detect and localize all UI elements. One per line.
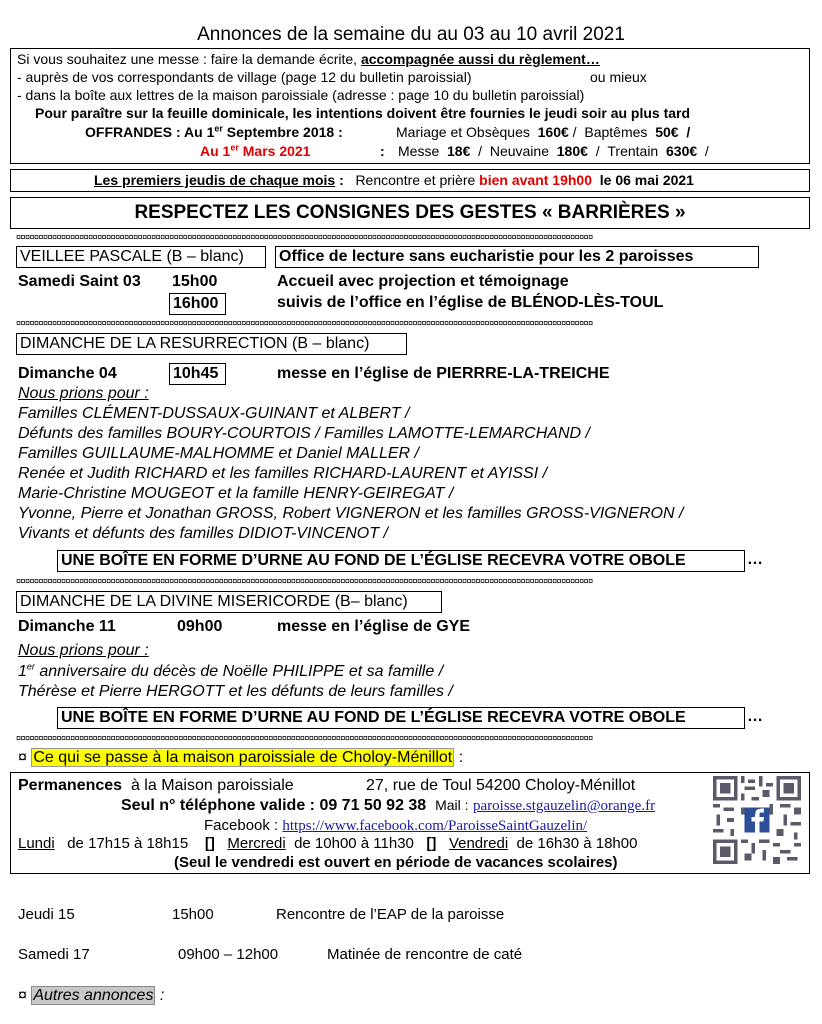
intention: Yvonne, Pierre et Jonathan GROSS, Robert VIGNERON et les familles GROSS-VIGNERON / — [18, 505, 684, 522]
jeudis-line: Les premiers jeudis de chaque mois : Rencontre et prière bien avant 19h00 le 06 mai 2021 — [94, 172, 694, 188]
veillee-desc1: Accueil avec projection et témoignage — [277, 273, 569, 290]
qr-code-icon[interactable] — [713, 776, 801, 864]
permanences-title: Permanences à la Maison paroissiale — [18, 777, 294, 794]
veillee-time1: 15h00 — [172, 273, 218, 290]
mail-link[interactable]: paroisse.stgauzelin@orange.fr — [473, 798, 656, 814]
offrandes-line-1: OFFRANDES : Au 1er Septembre 2018 : — [85, 123, 343, 140]
autres-label: Autres annonces — [33, 987, 154, 1004]
offrandes-mariage: Mariage et Obsèques 160€ / Baptêmes 50€ / — [396, 124, 691, 140]
event-day: Samedi 17 — [18, 946, 90, 963]
intention: Familles CLÉMENT-DUSSAUX-GUINANT et ALBERT / — [18, 405, 410, 422]
intention: 1er anniversaire du décès de Noëlle PHILIPPE et sa famille / — [18, 661, 444, 680]
page-title: Annonces de la semaine du au 03 au 10 avril 2021 — [197, 24, 625, 45]
veillee-desc2: suivis de l’office en l’église de BLÉNOD-LÈS-TOUL — [277, 294, 664, 311]
consignes-text: RESPECTEZ LES CONSIGNES DES GESTES « BARRIÈRES » — [134, 202, 686, 223]
dimanche04-prions: Nous prions pour : — [18, 385, 149, 402]
separator: ¤¤¤¤¤¤¤¤¤¤¤¤¤¤¤¤¤¤¤¤¤¤¤¤¤¤¤¤¤¤¤¤¤¤¤¤¤¤¤¤¤¤¤¤¤¤¤¤¤¤¤¤¤¤¤¤¤¤¤¤¤¤¤¤¤¤¤¤¤¤¤¤¤¤¤¤¤¤¤¤¤¤¤¤¤¤¤¤¤¤¤¤¤¤¤¤¤¤¤¤¤¤¤¤¤¤¤¤¤¤¤¤¤¤¤¤¤¤¤¤¤¤¤¤¤¤¤¤ — [16, 319, 593, 327]
info-line-2a: - auprès de vos correspondants de village (page 12 du bulletin paroissial) — [17, 69, 472, 85]
separator: ¤¤¤¤¤¤¤¤¤¤¤¤¤¤¤¤¤¤¤¤¤¤¤¤¤¤¤¤¤¤¤¤¤¤¤¤¤¤¤¤¤¤¤¤¤¤¤¤¤¤¤¤¤¤¤¤¤¤¤¤¤¤¤¤¤¤¤¤¤¤¤¤¤¤¤¤¤¤¤¤¤¤¤¤¤¤¤¤¤¤¤¤¤¤¤¤¤¤¤¤¤¤¤¤¤¤¤¤¤¤¤¤¤¤¤¤¤¤¤¤¤¤¤¤¤¤¤¤ — [16, 577, 593, 585]
event-desc: Matinée de rencontre de caté — [327, 946, 523, 963]
dimanche11-day: Dimanche 11 — [18, 618, 116, 635]
bullet: ¤ — [18, 987, 27, 1004]
offrandes-colon: : — [380, 143, 385, 159]
offrandes-line-2: Au 1er Mars 2021 — [200, 142, 311, 159]
urne-dots: … — [747, 708, 763, 725]
permanences-note: (Seul le vendredi est ouvert en période de vacances scolaires) — [174, 854, 618, 871]
event-time: 15h00 — [172, 906, 214, 923]
offrandes-prices: Messe 18€ / Neuvaine 180€ / Trentain 630€ / — [398, 143, 709, 159]
intention: Thérèse et Pierre HERGOTT et les défunts de leurs familles / — [18, 683, 453, 700]
info-line-3: - dans la boîte aux lettres de la maison paroissiale (adresse : page 10 du bulletin paroissial) — [17, 87, 585, 103]
autres-heading: ¤ Autres annonces : — [18, 987, 165, 1004]
veillee-day: Samedi Saint 03 — [18, 273, 141, 290]
event-day: Jeudi 15 — [18, 906, 75, 923]
dimanche11-desc: messe en l’église de GYE — [277, 618, 470, 635]
dimanche11-label: DIMANCHE DE LA DIVINE MISERICORDE (B– blanc) — [16, 591, 442, 613]
facebook-link[interactable]: https://www.facebook.com/ParoisseSaintGauzelin/ — [282, 818, 588, 834]
intention: Renée et Judith RICHARD et les familles RICHARD-LAURENT et AYISSI / — [18, 465, 548, 482]
info-line-1: Si vous souhaitez une messe : faire la demande écrite, accompagnée aussi du règlement… — [17, 51, 600, 67]
intention: Vivants et défunts des familles DIDIOT-VINCENOT / — [18, 525, 388, 542]
dimanche11-time: 09h00 — [177, 618, 223, 635]
maison-label: Ce qui se passe à la maison paroissiale de Choloy-Ménillot — [33, 749, 453, 766]
dimanche04-day: Dimanche 04 — [18, 365, 117, 382]
separator: ¤¤¤¤¤¤¤¤¤¤¤¤¤¤¤¤¤¤¤¤¤¤¤¤¤¤¤¤¤¤¤¤¤¤¤¤¤¤¤¤¤¤¤¤¤¤¤¤¤¤¤¤¤¤¤¤¤¤¤¤¤¤¤¤¤¤¤¤¤¤¤¤¤¤¤¤¤¤¤¤¤¤¤¤¤¤¤¤¤¤¤¤¤¤¤¤¤¤¤¤¤¤¤¤¤¤¤¤¤¤¤¤¤¤¤¤¤¤¤¤¤¤¤¤¤¤¤¤ — [16, 233, 593, 241]
bullet: ¤ — [18, 749, 27, 766]
urne-dots: … — [747, 551, 763, 568]
hours-line: Lundi de 17h15 à 18h15 [] Mercredi de 10h00 à 11h30 [] Vendredi de 16h30 à 18h00 — [18, 835, 638, 852]
permanences-contact: Seul n° téléphone valide : 09 71 50 92 38 Mail : paroisse.stgauzelin@orange.fr — [121, 797, 656, 814]
event-desc: Rencontre de l’EAP de la paroisse — [276, 906, 505, 923]
intention: Marie-Christine MOUGEOT et la famille HENRY-GEIREGAT / — [18, 485, 454, 502]
veillee-time2: 16h00 — [169, 293, 226, 315]
veillee-label: VEILLEE PASCALE (B – blanc) — [16, 246, 266, 268]
urne-notice: UNE BOÎTE EN FORME D’URNE AU FOND DE L’ÉGLISE RECEVRA VOTRE OBOLE — [57, 707, 745, 729]
event-time: 09h00 – 12h00 — [178, 946, 279, 963]
facebook-line: Facebook : https://www.facebook.com/ParoisseSaintGauzelin/ — [204, 817, 588, 834]
separator: ¤¤¤¤¤¤¤¤¤¤¤¤¤¤¤¤¤¤¤¤¤¤¤¤¤¤¤¤¤¤¤¤¤¤¤¤¤¤¤¤¤¤¤¤¤¤¤¤¤¤¤¤¤¤¤¤¤¤¤¤¤¤¤¤¤¤¤¤¤¤¤¤¤¤¤¤¤¤¤¤¤¤¤¤¤¤¤¤¤¤¤¤¤¤¤¤¤¤¤¤¤¤¤¤¤¤¤¤¤¤¤¤¤¤¤¤¤¤¤¤¤¤¤¤¤¤¤¤ — [16, 734, 593, 742]
veillee-office: Office de lecture sans eucharistie pour les 2 paroisses — [275, 246, 759, 268]
urne-notice: UNE BOÎTE EN FORME D’URNE AU FOND DE L’ÉGLISE RECEVRA VOTRE OBOLE — [57, 550, 745, 572]
maison-heading: ¤ Ce qui se passe à la maison paroissiale de Choloy-Ménillot : — [18, 749, 464, 766]
dimanche04-time: 10h45 — [169, 363, 226, 385]
info-line-2b: ou mieux — [590, 69, 647, 85]
dimanche04-label: DIMANCHE DE LA RESURRECTION (B – blanc) — [16, 333, 407, 355]
dimanche04-desc: messe en l’église de PIERRRE-LA-TREICHE — [277, 365, 610, 382]
intention: Défunts des familles BOURY-COURTOIS / Familles LAMOTTE-LEMARCHAND / — [18, 425, 590, 442]
dimanche11-prions: Nous prions pour : — [18, 642, 149, 659]
intention: Familles GUILLAUME-MALHOMME et Daniel MALLER / — [18, 445, 419, 462]
info-line-4: Pour paraître sur la feuille dominicale, les intentions doivent être fournies le jeudi soir au plus tard — [35, 105, 691, 121]
permanences-address: 27, rue de Toul 54200 Choloy-Ménillot — [366, 777, 636, 794]
